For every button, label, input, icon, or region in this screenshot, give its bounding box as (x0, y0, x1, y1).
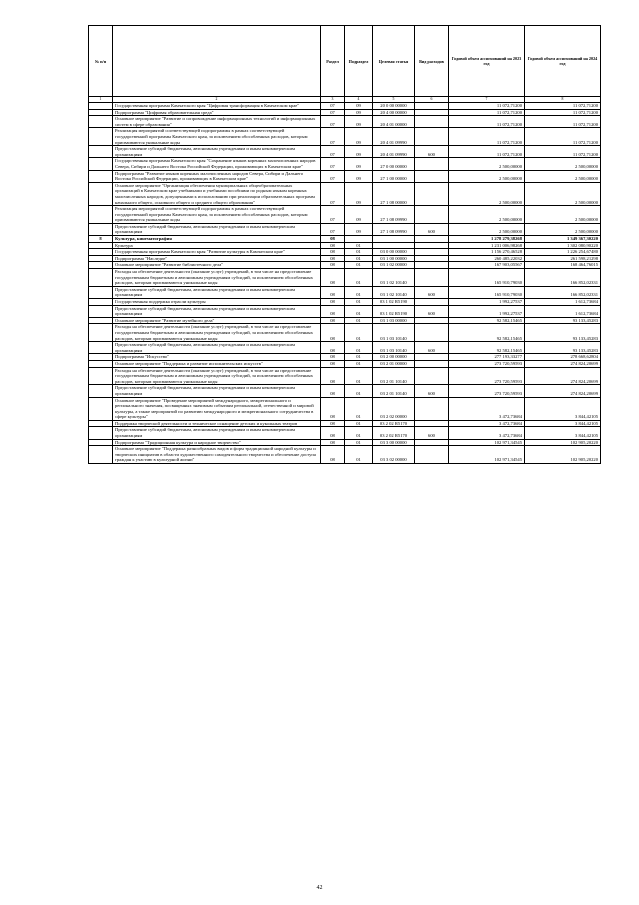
row-number (89, 116, 113, 128)
target-article: 03 2 02 00000 (373, 397, 415, 420)
razdel-code: 08 (321, 439, 345, 446)
amount-2023: 2 500,00000 (449, 206, 525, 224)
row-number (89, 286, 113, 298)
header-y2023: Годовой объем ассигнований на 2023 год (449, 26, 525, 97)
razdel-code: 08 (321, 385, 345, 397)
amount-2023: 273 720,59593 (449, 385, 525, 397)
podrazdel-code: 09 (345, 158, 373, 170)
item-name: Подпрограмма "Традиционная культура и народное творчество" (113, 439, 321, 446)
razdel-code: 08 (321, 317, 345, 324)
target-article: 03 1 02 00000 (373, 262, 415, 269)
razdel-code: 07 (321, 109, 345, 116)
table-row (89, 182, 601, 205)
target-article: 03 1 03 00000 (373, 317, 415, 324)
expense-type (415, 182, 449, 205)
amount-2024: 166 852,02331 (525, 286, 601, 298)
amount-2024: 261 598,21298 (525, 255, 601, 262)
podrazdel-code: 09 (345, 146, 373, 158)
amount-2023: 102 971,34545 (449, 446, 525, 464)
expense-type: 600 (415, 223, 449, 235)
podrazdel-code: 01 (345, 249, 373, 256)
budget-table (88, 25, 601, 464)
expense-type: 600 (415, 385, 449, 397)
amount-2024: 274 824,20699 (525, 385, 601, 397)
table-row (89, 286, 601, 298)
expense-type (415, 269, 449, 287)
header-podrazdel: Подраздел (345, 26, 373, 97)
target-article: 03 2 00 00000 (373, 354, 415, 361)
item-name: Поддержка творческой деятельности и техническое оснащение детских и кукольных театров (113, 420, 321, 427)
expense-type (415, 109, 449, 116)
podrazdel-code: 01 (345, 360, 373, 367)
amount-2023: 273 720,59593 (449, 360, 525, 367)
target-article: 03 1 03 10140 (373, 342, 415, 354)
amount-2024: 11 072,71200 (525, 128, 601, 146)
item-name: Основное мероприятие "Развитие и сопровождение информационных технологий и информационных систем в сфере образования" (113, 116, 321, 128)
item-name: Подпрограмма "Искусство" (113, 354, 321, 361)
amount-2023: 2 500,00000 (449, 170, 525, 182)
item-name: Основное мероприятие "Проведение мероприятий международного, межрегионального и регионального значения, посвященных значимым событиям региональной, отечественной и мировой культуры, а также мероприятий по развитию международного и межрегионального сотрудничества в сфере культуры" (113, 397, 321, 420)
podrazdel-code: 01 (345, 385, 373, 397)
expense-type (415, 360, 449, 367)
target-article: 03 2 01 10140 (373, 367, 415, 385)
target-article: 03 3 00 00000 (373, 439, 415, 446)
razdel-code: 07 (321, 103, 345, 110)
razdel-code: 07 (321, 206, 345, 224)
razdel-code: 08 (321, 269, 345, 287)
item-name: Расходы на обеспечение деятельности (оказание услуг) учреждений, в том числе на предоставление государственным бюджетным и автономным учреждениям субсидий, за исключением обособленных расходов, которым присваиваются уникальные коды (113, 269, 321, 287)
colnum: 7 (449, 97, 525, 103)
podrazdel-code: 01 (345, 324, 373, 342)
target-article: 03 1 02 R5190 (373, 305, 415, 317)
table-row (89, 146, 601, 158)
table-row (89, 385, 601, 397)
table-row (89, 324, 601, 342)
item-name: Реализация мероприятий соответствующей подпрограммы в рамках соответствующей государственной программы Камчатского края, за исключением обособленных расходов, которым присваиваются уникальные коды (113, 206, 321, 224)
target-article: 20 4 01 00000 (373, 116, 415, 128)
row-number (89, 242, 113, 249)
row-number (89, 397, 113, 420)
podrazdel-code: 09 (345, 170, 373, 182)
target-article: 20 0 00 00000 (373, 103, 415, 110)
amount-2023: 1 156 270,46528 (449, 249, 525, 256)
item-name: Подпрограмма "Развитие языков коренных малочисленных народов Севера, Сибири и Дальнего Востока Российской Федерации, проживающих в Камчатском крае" (113, 170, 321, 182)
expense-type (415, 367, 449, 385)
amount-2023: 165 910,79030 (449, 286, 525, 298)
header-y2024: Годовой объем ассигнований на 2024 год (525, 26, 601, 97)
expense-type (415, 249, 449, 256)
item-name: Реализация мероприятий соответствующей подпрограммы в рамках соответствующей государственной программы Камчатского края, за исключением обособленных расходов, которым присваиваются уникальные коды (113, 128, 321, 146)
row-number (89, 103, 113, 110)
header-num: № п/п (89, 26, 113, 97)
amount-2023: 273 720,59593 (449, 367, 525, 385)
target-article: 03 1 02 10140 (373, 286, 415, 298)
target-article: 27 0 00 00000 (373, 158, 415, 170)
target-article: 27 1 08 09990 (373, 206, 415, 224)
item-name: Расходы на обеспечение деятельности (оказание услуг) учреждений, в том числе на предоставление государственным бюджетным и автономным учреждениям субсидий, за исключением обособленных расходов, которым присваиваются уникальные коды (113, 367, 321, 385)
amount-2023: 3 472,73684 (449, 397, 525, 420)
row-number (89, 158, 113, 170)
item-name: Предоставление субсидий бюджетным, автономным учреждениям и иным некоммерческим организациям (113, 286, 321, 298)
target-article (373, 242, 415, 249)
expense-type: 600 (415, 342, 449, 354)
podrazdel-code: 01 (345, 397, 373, 420)
table-row (89, 109, 601, 116)
podrazdel-code: 01 (345, 342, 373, 354)
item-name: Государственная поддержка отрасли культуры (113, 299, 321, 306)
amount-2024: 2 500,00000 (525, 206, 601, 224)
podrazdel-code (345, 236, 373, 243)
row-number (89, 269, 113, 287)
table-row (89, 299, 601, 306)
table-row (89, 223, 601, 235)
target-article: 03 1 02 R5190 (373, 299, 415, 306)
item-name: Предоставление субсидий бюджетным, автономным учреждениям и иным некоммерческим организациям (113, 146, 321, 158)
amount-2023: 11 072,71200 (449, 116, 525, 128)
row-number (89, 360, 113, 367)
item-name: Государственная программа Камчатского края "Развитие культуры в Камчатском крае" (113, 249, 321, 256)
target-article: 27 1 08 00000 (373, 182, 415, 205)
amount-2023: 92 582,15465 (449, 317, 525, 324)
expense-type: 600 (415, 286, 449, 298)
row-number (89, 223, 113, 235)
razdel-code: 08 (321, 249, 345, 256)
podrazdel-code: 01 (345, 354, 373, 361)
razdel-code: 08 (321, 262, 345, 269)
amount-2023: 1 992,27537 (449, 299, 525, 306)
item-name: Основное мероприятие "Развитие библиотечного дела" (113, 262, 321, 269)
podrazdel-code: 01 (345, 427, 373, 439)
item-name: Расходы на обеспечение деятельности (оказание услуг) учреждений, в том числе на предоставление государственным бюджетным и автономным учреждениям субсидий, за исключением обособленных расходов, которым присваиваются уникальные коды (113, 324, 321, 342)
amount-2024: 1 349 367,30220 (525, 236, 601, 243)
target-article: 03 3 02 00000 (373, 446, 415, 464)
item-name: Подпрограмма "Наследие" (113, 255, 321, 262)
amount-2023: 3 472,73684 (449, 420, 525, 427)
amount-2024: 2 500,00000 (525, 182, 601, 205)
item-name: Предоставление субсидий бюджетным, автономным учреждениям и иным некоммерческим организациям (113, 305, 321, 317)
amount-2023: 3 472,73684 (449, 427, 525, 439)
razdel-code: 08 (321, 305, 345, 317)
header-target: Целевая статья (373, 26, 415, 97)
razdel-code: 07 (321, 170, 345, 182)
item-name: Государственная программа Камчатского края "Цифровая трансформация в Камчатском крае" (113, 103, 321, 110)
expense-type (415, 397, 449, 420)
item-name: Государственная программа Камчатского края "Сохранение языков коренных малочисленных народов Севера, Сибири и Дальнего Востока Российской Федерации, проживающих в Камчатском крае" (113, 158, 321, 170)
table-row (89, 354, 601, 361)
item-name: Предоставление субсидий бюджетным, автономным учреждениям и иным некоммерческим организациям (113, 427, 321, 439)
amount-2024: 11 072,71200 (525, 146, 601, 158)
podrazdel-code: 01 (345, 255, 373, 262)
amount-2024: 102 905,20220 (525, 446, 601, 464)
amount-2023: 167 903,05567 (449, 262, 525, 269)
amount-2023: 1 231 006,98268 (449, 242, 525, 249)
expense-type (415, 262, 449, 269)
razdel-code: 08 (321, 397, 345, 420)
row-number (89, 317, 113, 324)
podrazdel-code: 09 (345, 116, 373, 128)
table-row (89, 158, 601, 170)
table-row (89, 439, 601, 446)
table-row (89, 206, 601, 224)
expense-type (415, 446, 449, 464)
table-row (89, 269, 601, 287)
expense-type: 600 (415, 305, 449, 317)
podrazdel-code: 01 (345, 242, 373, 249)
item-name: Предоставление субсидий бюджетным, автономным учреждениям и иным некоммерческим организациям (113, 223, 321, 235)
amount-2023: 1 992,27537 (449, 305, 525, 317)
podrazdel-code: 01 (345, 305, 373, 317)
amount-2023: 11 072,71200 (449, 109, 525, 116)
colnum: 3 (321, 97, 345, 103)
target-article: 03 1 02 10140 (373, 269, 415, 287)
amount-2024: 274 824,20699 (525, 367, 601, 385)
amount-2024: 166 852,02331 (525, 269, 601, 287)
razdel-code: 08 (321, 446, 345, 464)
table-row (89, 342, 601, 354)
podrazdel-code: 09 (345, 109, 373, 116)
table-row (89, 305, 601, 317)
amount-2023: 102 971,34545 (449, 439, 525, 446)
target-article: 03 2 02 R5170 (373, 420, 415, 427)
podrazdel-code: 09 (345, 128, 373, 146)
expense-type (415, 128, 449, 146)
target-article: 27 1 00 00000 (373, 170, 415, 182)
amount-2023: 277 193,33277 (449, 354, 525, 361)
table-row (89, 397, 601, 420)
expense-type (415, 317, 449, 324)
amount-2024: 3 844,42105 (525, 420, 601, 427)
podrazdel-code: 01 (345, 299, 373, 306)
amount-2023: 2 500,00000 (449, 182, 525, 205)
row-number (89, 170, 113, 182)
amount-2024: 11 072,71200 (525, 103, 601, 110)
amount-2024: 274 824,20699 (525, 360, 601, 367)
target-article (373, 236, 415, 243)
table-row (89, 360, 601, 367)
row-number (89, 342, 113, 354)
amount-2023: 2 500,00000 (449, 158, 525, 170)
expense-type (415, 206, 449, 224)
row-number (89, 427, 113, 439)
podrazdel-code: 09 (345, 206, 373, 224)
podrazdel-code: 01 (345, 439, 373, 446)
item-name: Основное мероприятие "Развитие музейного дела" (113, 317, 321, 324)
item-name: Предоставление субсидий бюджетным, автономным учреждениям и иным некоммерческим организациям (113, 342, 321, 354)
row-number (89, 446, 113, 464)
row-number (89, 439, 113, 446)
amount-2024: 93 133,45283 (525, 324, 601, 342)
page-number: 42 (316, 885, 323, 891)
podrazdel-code: 01 (345, 317, 373, 324)
amount-2024: 1 302 080,90220 (525, 242, 601, 249)
amount-2024: 2 500,00000 (525, 158, 601, 170)
podrazdel-code: 01 (345, 420, 373, 427)
table-row (89, 446, 601, 464)
razdel-code: 07 (321, 158, 345, 170)
row-number (89, 367, 113, 385)
table-row (89, 317, 601, 324)
table-row (89, 170, 601, 182)
razdel-code: 07 (321, 146, 345, 158)
expense-type (415, 299, 449, 306)
target-article: 03 1 03 10140 (373, 324, 415, 342)
amount-2023: 92 582,15465 (449, 324, 525, 342)
razdel-code: 07 (321, 182, 345, 205)
razdel-code: 08 (321, 427, 345, 439)
item-name: Культура, кинематография (113, 236, 321, 243)
item-name: Культура (113, 242, 321, 249)
amount-2024: 2 500,00000 (525, 170, 601, 182)
amount-2024: 1 612,73684 (525, 299, 601, 306)
razdel-code: 07 (321, 223, 345, 235)
item-name: Предоставление субсидий бюджетным, автономным учреждениям и иным некоммерческим организациям (113, 385, 321, 397)
item-name: Основное мероприятие "Поддержка и развитие исполнительских искусств" (113, 360, 321, 367)
razdel-code: 07 (321, 128, 345, 146)
razdel-code: 08 (321, 420, 345, 427)
row-number (89, 305, 113, 317)
table-row (89, 128, 601, 146)
amount-2023: 165 910,79030 (449, 269, 525, 287)
podrazdel-code: 09 (345, 223, 373, 235)
amount-2023: 11 072,71200 (449, 146, 525, 158)
table-row (89, 116, 601, 128)
table-row (89, 367, 601, 385)
amount-2024: 2 500,00000 (525, 223, 601, 235)
table-row (89, 255, 601, 262)
razdel-code: 08 (321, 354, 345, 361)
amount-2024: 102 905,20220 (525, 439, 601, 446)
row-number (89, 299, 113, 306)
item-name: Подпрограмма "Цифровая образовательная среда" (113, 109, 321, 116)
row-number (89, 324, 113, 342)
header-row (89, 26, 601, 97)
expense-type (415, 242, 449, 249)
razdel-code: 08 (321, 286, 345, 298)
expense-type: 600 (415, 427, 449, 439)
expense-type (415, 354, 449, 361)
expense-type (415, 103, 449, 110)
item-name: Основное мероприятие "Организация обеспечения муниципальных общеобразовательных организаций в Камчатском крае учебниками и учебными пособиями по родным языкам коренных малочисленных народов, допущенными к использованию при реализации образовательных программ начального общего, основного общего и среднего общего образования" (113, 182, 321, 205)
row-number (89, 182, 113, 205)
table-body (89, 103, 601, 464)
header-name (113, 26, 321, 97)
target-article: 20 4 01 09990 (373, 128, 415, 146)
amount-2024: 11 072,71200 (525, 116, 601, 128)
row-number (89, 128, 113, 146)
amount-2024: 1 226 254,67480 (525, 249, 601, 256)
table-row (89, 262, 601, 269)
amount-2023: 11 072,71200 (449, 128, 525, 146)
razdel-code: 08 (321, 360, 345, 367)
colnum: 2 (113, 97, 321, 103)
row-number (89, 109, 113, 116)
expense-type (415, 158, 449, 170)
colnum: 1 (89, 97, 113, 103)
expense-type (415, 236, 449, 243)
amount-2023: 1 278 279,38268 (449, 236, 525, 243)
amount-2023: 2 500,00000 (449, 223, 525, 235)
razdel-code: 08 (321, 367, 345, 385)
amount-2024: 278 668,62804 (525, 354, 601, 361)
target-article: 03 2 01 10140 (373, 385, 415, 397)
expense-type (415, 324, 449, 342)
item-name: Основное мероприятие "Поддержка разнообразных видов и форм традиционной народной культуры и творческих инициатив в области художественного самодеятельного творчества и обеспечение доступа граждан к участию в культурной жизни" (113, 446, 321, 464)
target-article: 03 1 00 00000 (373, 255, 415, 262)
header-razdel: Раздел (321, 26, 345, 97)
row-number (89, 420, 113, 427)
expense-type: 600 (415, 146, 449, 158)
table-row (89, 427, 601, 439)
razdel-code: 08 (321, 324, 345, 342)
target-article: 03 0 00 00000 (373, 249, 415, 256)
colnum: 5 (373, 97, 415, 103)
podrazdel-code: 09 (345, 103, 373, 110)
target-article: 20 4 01 09990 (373, 146, 415, 158)
target-article: 03 2 02 R5170 (373, 427, 415, 439)
expense-type (415, 439, 449, 446)
row-number (89, 385, 113, 397)
table-row (89, 103, 601, 110)
amount-2024: 93 133,45283 (525, 317, 601, 324)
razdel-code: 08 (321, 255, 345, 262)
row-number (89, 249, 113, 256)
row-number (89, 146, 113, 158)
amount-2023: 11 072,71200 (449, 103, 525, 110)
amount-2024: 1 612,73684 (525, 305, 601, 317)
colnum: 4 (345, 97, 373, 103)
target-article: 27 1 08 09990 (373, 223, 415, 235)
row-number (89, 206, 113, 224)
razdel-code: 08 (321, 299, 345, 306)
colnum: 6 (415, 97, 449, 103)
amount-2024: 168 464,76015 (525, 262, 601, 269)
row-number (89, 262, 113, 269)
expense-type (415, 170, 449, 182)
podrazdel-code: 01 (345, 286, 373, 298)
row-number (89, 354, 113, 361)
razdel-code: 08 (321, 236, 345, 243)
razdel-code: 08 (321, 242, 345, 249)
podrazdel-code: 01 (345, 262, 373, 269)
amount-2023: 260 485,22032 (449, 255, 525, 262)
header-vid: Вид расходов (415, 26, 449, 97)
table-row (89, 236, 601, 243)
amount-2024: 3 844,42105 (525, 427, 601, 439)
row-number: 8 (89, 236, 113, 243)
podrazdel-code: 01 (345, 269, 373, 287)
target-article: 20 4 00 00000 (373, 109, 415, 116)
target-article: 03 2 01 00000 (373, 360, 415, 367)
podrazdel-code: 01 (345, 367, 373, 385)
amount-2024: 3 844,42105 (525, 397, 601, 420)
expense-type (415, 116, 449, 128)
row-number (89, 255, 113, 262)
colnum: 8 (525, 97, 601, 103)
razdel-code: 07 (321, 116, 345, 128)
table-row (89, 420, 601, 427)
expense-type (415, 420, 449, 427)
table-row (89, 249, 601, 256)
amount-2024: 93 133,45283 (525, 342, 601, 354)
expense-type (415, 255, 449, 262)
podrazdel-code: 01 (345, 446, 373, 464)
podrazdel-code: 09 (345, 182, 373, 205)
amount-2023: 92 582,15465 (449, 342, 525, 354)
razdel-code: 08 (321, 342, 345, 354)
amount-2024: 11 072,71200 (525, 109, 601, 116)
table-row (89, 242, 601, 249)
